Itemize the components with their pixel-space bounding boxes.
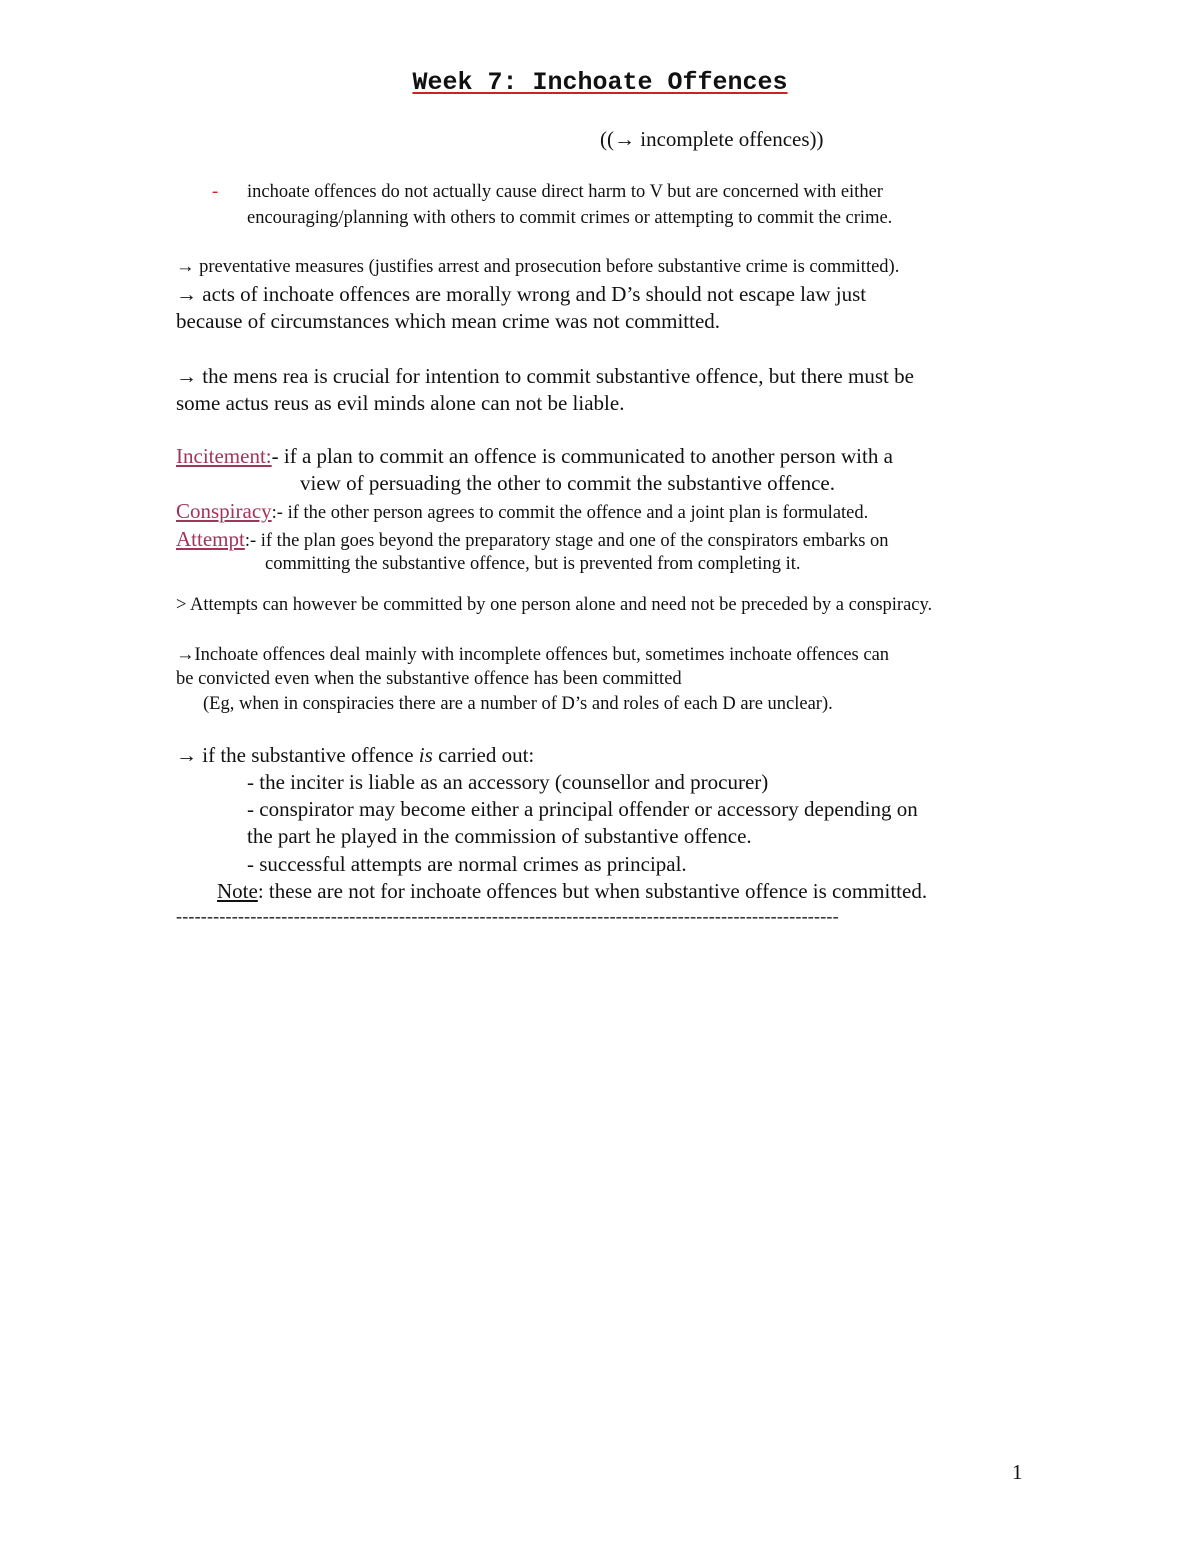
page-title: Week 7: Inchoate Offences [412,68,788,97]
subtitle: ((→ incomplete offences)) [600,127,824,151]
incitement-text: - if a plan to commit an offence is communicated to another person with a [271,444,893,468]
bullet-line-1: inchoate offences do not actually cause direct harm to V but are concerned with either [247,182,883,202]
incitement-definition [176,444,893,469]
conspiracy-term: Conspiracy [176,499,272,523]
emphasis-is: is [418,743,433,767]
dashed-divider: ----------------------------------------------------------------------------------------------------------- [176,906,839,926]
carried-out-item-2a: - conspirator may become either a principal offender or accessory depending on [247,797,918,821]
page-number: 1 [1012,1460,1023,1484]
mens-rea-line-1: → the mens rea is crucial for intention to commit substantive offence, but there must be [176,364,914,388]
attempt-line-2: committing the substantive offence, but is prevented from completing it. [265,554,801,574]
incomplete-note-line-2: be convicted even when the substantive offence has been committed [176,669,682,689]
incitement-term: Incitement: [176,444,272,468]
attempt-definition [176,527,889,552]
attempts-note: > Attempts can however be committed by one person alone and need not be preceded by a conspiracy. [176,595,933,615]
arrow-line-2: → acts of inchoate offences are morally wrong and D’s should not escape law just [176,282,867,306]
carried-out-note [217,879,927,904]
note-text: : these are not for inchoate offences but when substantive offence is committed. [257,879,928,903]
arrow-line-1: → preventative measures (justifies arrest and prosecution before substantive crime is committed). [176,257,900,277]
incomplete-note-line-1: →Inchoate offences deal mainly with incomplete offences but, sometimes inchoate offences can [176,645,890,665]
carried-out-item-3: - successful attempts are normal crimes as principal. [247,852,687,876]
bullet-line-2: encouraging/planning with others to commit crimes or attempting to commit the crime. [247,208,893,228]
attempt-term: Attempt [176,527,245,551]
mens-rea-line-2: some actus reus as evil minds alone can not be liable. [176,391,625,415]
incomplete-note-line-3: (Eg, when in conspiracies there are a number of D’s and roles of each D are unclear). [203,694,833,714]
carried-out-item-2b: the part he played in the commission of substantive offence. [247,824,752,848]
arrow-line-3: because of circumstances which mean crime was not committed. [176,309,721,333]
carried-out-heading: → if the substantive offence is carried out: [176,743,535,767]
carried-out-item-1: - the inciter is liable as an accessory (counsellor and procurer) [247,770,769,794]
conspiracy-text: :- if the other person agrees to commit the offence and a joint plan is formulated. [271,503,869,523]
note-label: Note [217,879,258,903]
incitement-line-2: view of persuading the other to commit the substantive offence. [300,471,835,495]
bullet-marker: - [212,182,219,202]
attempt-text: :- if the plan goes beyond the preparatory stage and one of the conspirators embarks on [244,531,889,551]
conspiracy-definition [176,499,868,524]
